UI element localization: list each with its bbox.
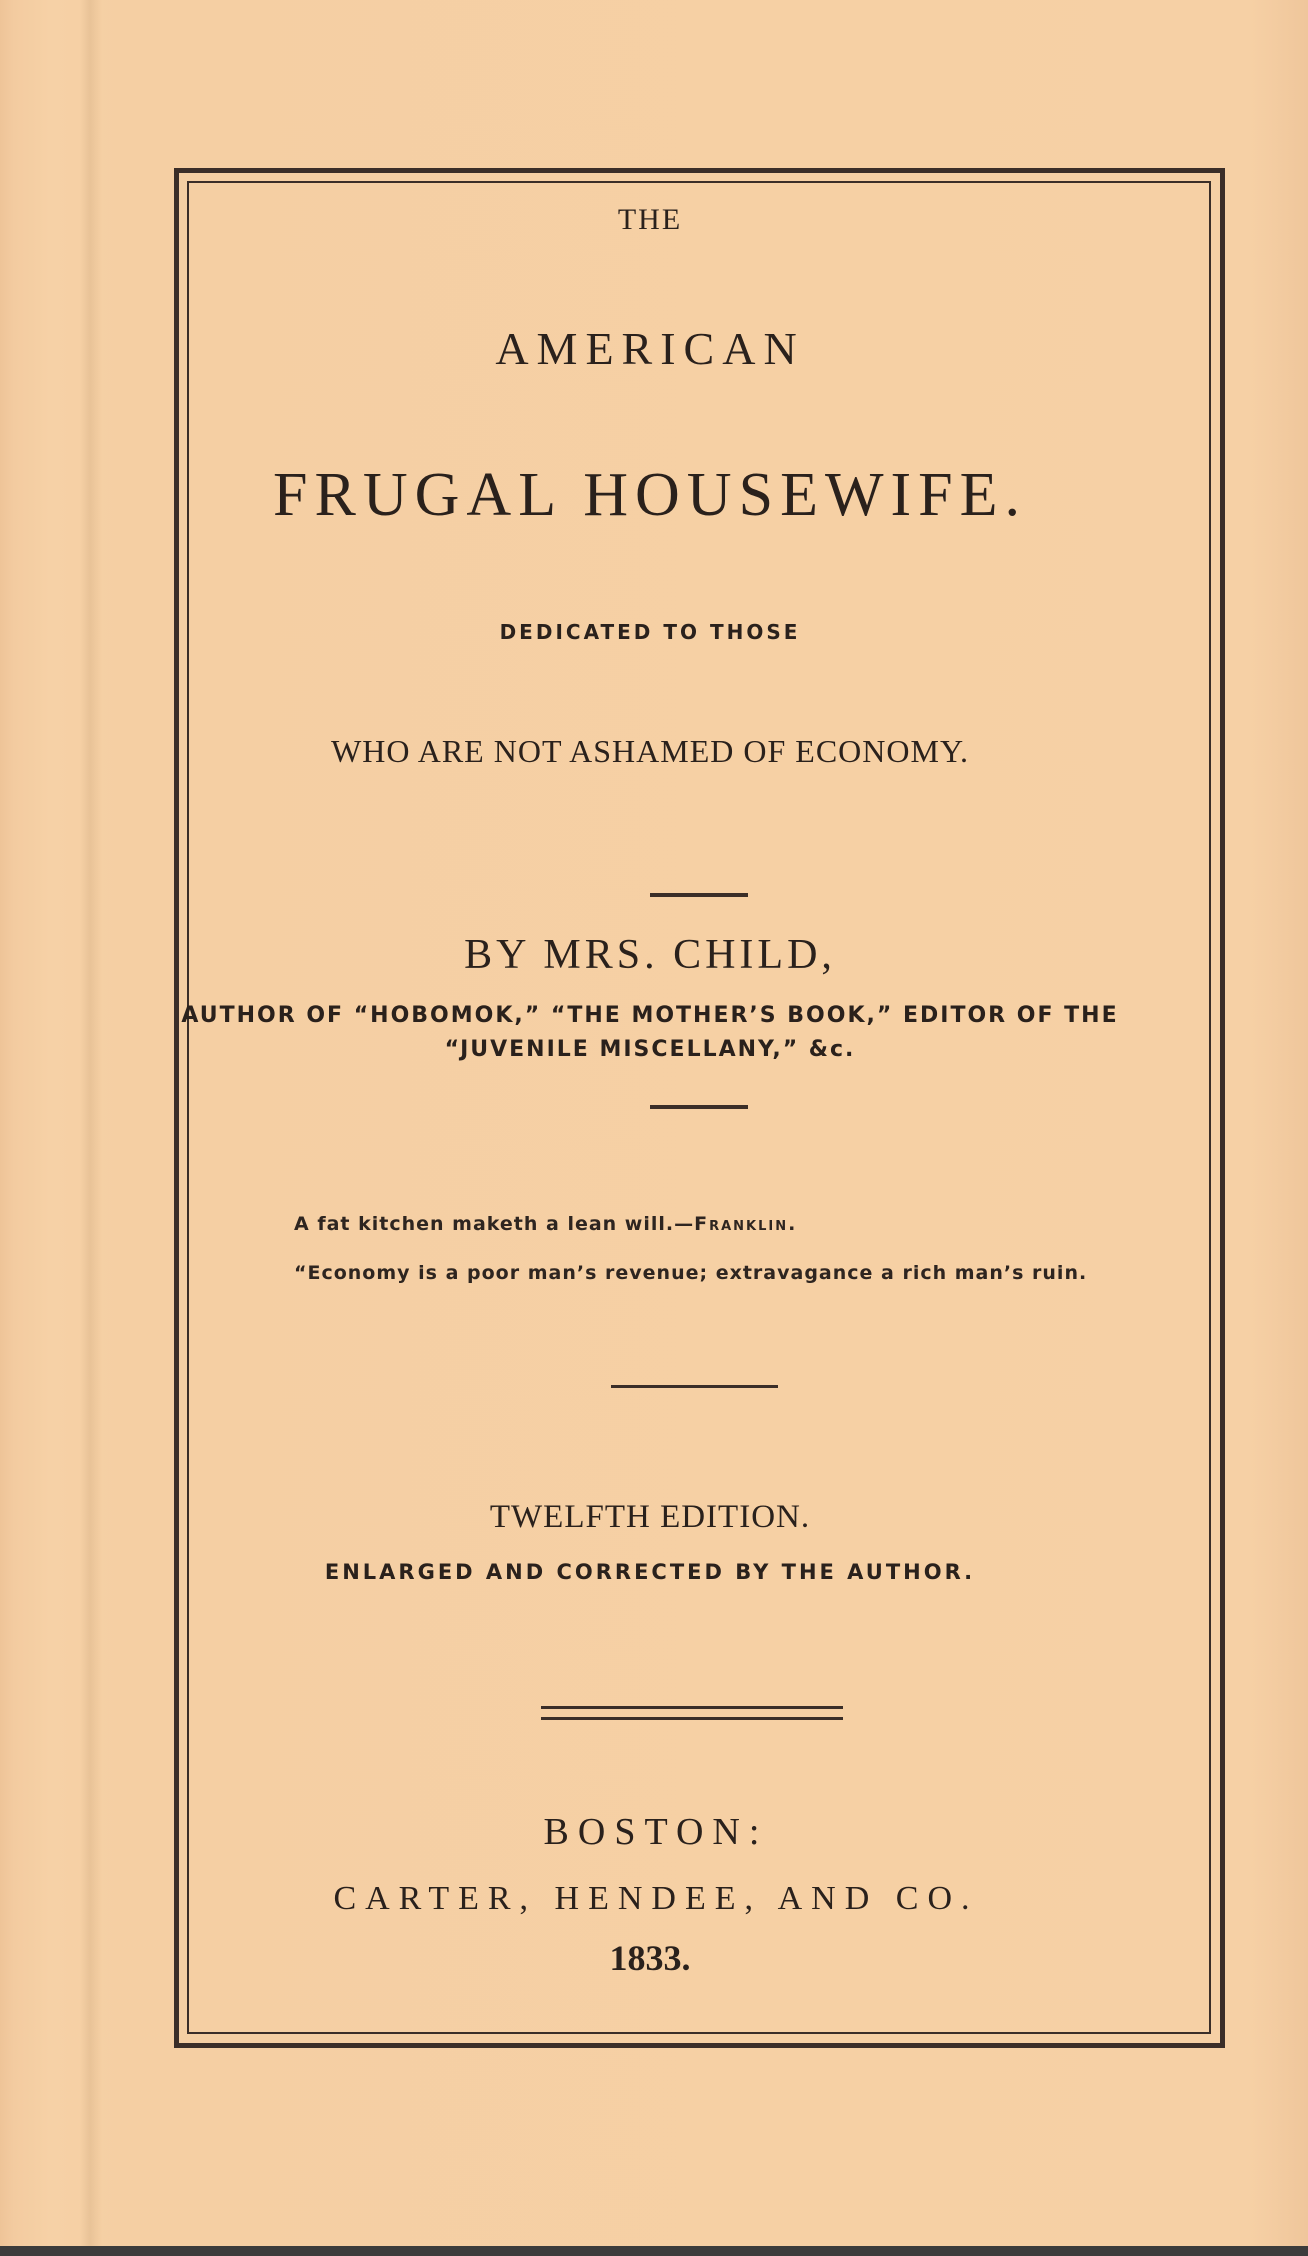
epigraph-economy: “Economy is a poor man’s revenue; extravagance a rich man’s ruin. (294, 1262, 1088, 1284)
divider-rule-1 (650, 893, 748, 897)
dedication-line-1: DEDICATED TO THOSE (499, 620, 801, 644)
epigraph-franklin-author: Franklin. (694, 1213, 798, 1235)
cover-bottom-edge (0, 2246, 1308, 2256)
imprint-year: 1833. (609, 1938, 691, 1978)
edition-note: ENLARGED AND CORRECTED BY THE AUTHOR. (324, 1560, 976, 1584)
epigraph-franklin (294, 1213, 797, 1235)
imprint-publisher: CARTER, HENDEE, AND CO. (333, 1880, 979, 1917)
author-credits-line-1: AUTHOR OF “HOBOMOK,” “THE MOTHER’S BOOK,” EDITOR OF THE (181, 1003, 1119, 1028)
title-the: THE (617, 203, 683, 236)
epigraph-franklin-text: A fat kitchen maketh a lean will.— (294, 1213, 695, 1235)
author-byline: BY MRS. CHILD, (464, 932, 836, 978)
author-credits-line-2: “JUVENILE MISCELLANY,” &c. (444, 1037, 856, 1062)
divider-rule-3 (611, 1385, 778, 1388)
dedication-line-2: WHO ARE NOT ASHAMED OF ECONOMY. (331, 733, 969, 769)
double-rule-bottom (541, 1717, 843, 1720)
title-american: AMERICAN (495, 323, 805, 374)
divider-rule-2 (650, 1105, 748, 1109)
imprint-place: BOSTON: (543, 1811, 769, 1853)
main-title: FRUGAL HOUSEWIFE. (273, 461, 1027, 529)
double-rule-top (541, 1706, 843, 1709)
edition: TWELFTH EDITION. (489, 1499, 811, 1535)
